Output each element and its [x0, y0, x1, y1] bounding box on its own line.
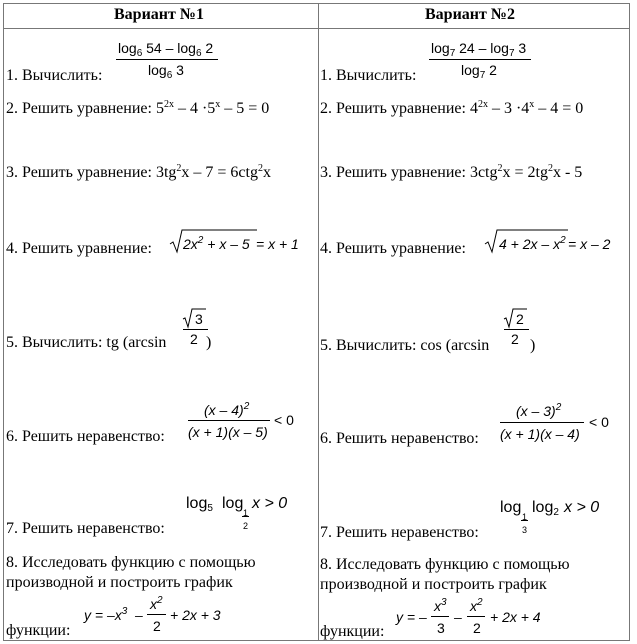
v2-p5-denominator: 2	[511, 331, 519, 347]
v2-p7-base-bar	[521, 520, 528, 521]
v1-p7-base-num: 1	[243, 508, 249, 518]
v1-p8-frac-den: 2	[153, 618, 161, 634]
v2-p7-tail: x > 0	[564, 499, 600, 516]
v1-p8-frac-num: $x^2$	[150, 595, 163, 612]
v1-p5-label: 5. Вычислить: tg (arcsin	[6, 334, 167, 351]
header-divider	[3, 28, 630, 29]
v1-p1-fraction-bar	[116, 59, 218, 60]
v1-p7-log5: $\log_5$	[186, 495, 213, 514]
v2-p7-log-third: log	[500, 499, 522, 516]
v1-p6-denominator: (x + 1)(x – 5)	[188, 424, 268, 440]
v2-p6-denominator: (x + 1)(x – 4)	[500, 426, 580, 442]
v2-p4-radicand: $4 + 2x - x^2$	[499, 235, 566, 252]
v2-p1-fraction-bar	[429, 59, 531, 60]
v1-p1-denominator: $\log_6 3$	[148, 62, 184, 81]
v1-p1-numerator: $\log_6 54 - \log_6 2$	[118, 40, 214, 59]
v1-p8-fraction-bar	[147, 614, 166, 615]
v2-p7-log2: $\log_2$	[532, 499, 559, 518]
column-divider	[318, 3, 319, 641]
v2-p2: 2. Решить уравнение: $4^{2x} - 3 \cdot 4^x - 4 = 0$	[320, 99, 584, 117]
v2-p8-frac2-num: $x^2$	[470, 597, 483, 614]
v2-p7-base-den: 3	[522, 525, 528, 535]
v1-p8-eq-tail: + 2x + 3	[170, 607, 221, 623]
v2-p3: 3. Решить уравнение: $3ctg^2x = 2tg^2x - 5$	[320, 163, 583, 181]
v1-p4-rhs: = x + 1	[256, 236, 299, 252]
v2-p8-line3: функции:	[320, 623, 385, 640]
v2-p5-fraction-bar	[504, 329, 529, 330]
v2-p8-minus: –	[454, 609, 462, 625]
v2-p8-frac2-bar	[467, 616, 485, 617]
v1-p7-base-den: 2	[243, 521, 249, 531]
v2-p1-label: 1. Вычислить:	[320, 67, 417, 84]
v2-p8-frac1-num: $x^3$	[434, 597, 447, 614]
v2-p6-numerator: (x – 3)$^2$	[516, 402, 562, 419]
v1-p8-line3: функции:	[6, 622, 71, 639]
v1-p5-denominator: 2	[190, 331, 198, 347]
v1-p4-radicand: $2x^2 + x - 5$	[183, 235, 250, 252]
v1-p5-fraction-bar	[183, 329, 208, 330]
v1-p1-label: 1. Вычислить:	[6, 67, 103, 84]
v2-p6-label: 6. Решить неравенство:	[320, 430, 479, 447]
v1-p8-line2: производной и построить график	[6, 574, 233, 591]
v1-p7-tail: x > 0	[252, 495, 288, 512]
v1-p5-close: )	[206, 334, 212, 351]
v2-p6-rhs: < 0	[589, 414, 609, 430]
v1-p8-line1: 8. Исследовать функцию с помощью	[6, 554, 256, 571]
v1-p8-eq-lhs: $y = -x^3$	[84, 606, 128, 623]
v2-p8-frac2-den: 2	[473, 620, 481, 636]
v1-p3: 3. Решить уравнение: $3tg^2x - 7 = 6ctg^2x$	[6, 163, 271, 181]
v2-p1-numerator: $\log_7 24 - \log_7 3$	[431, 40, 527, 59]
variant1-heading: Вариант №1	[114, 6, 204, 23]
v2-p8-eq-lhs: y = –	[396, 609, 427, 625]
v1-p6-fraction-bar	[188, 420, 270, 421]
v2-p1-denominator: $\log_7 2$	[461, 62, 497, 81]
v1-p7-log-half: log	[222, 495, 244, 512]
v1-p6-label: 6. Решить неравенство:	[6, 428, 165, 445]
v1-p4-label: 4. Решить уравнение:	[6, 240, 152, 257]
v2-p5-close: )	[530, 337, 536, 354]
v1-p8-minus: –	[135, 607, 143, 623]
v2-p8-line2: производной и построить график	[320, 576, 547, 593]
v1-p5-numerator-root: 3	[195, 311, 203, 327]
v2-p7-base-num: 1	[522, 512, 528, 522]
v2-p8-line1: 8. Исследовать функцию с помощью	[320, 556, 570, 573]
table-frame	[3, 3, 630, 641]
v2-p5-label: 5. Вычислить: cos (arcsin	[320, 337, 490, 354]
v1-p2: 2. Решить уравнение: $5^{2x} - 4 \cdot 5^x - 5 = 0$	[6, 99, 270, 117]
v2-p4-rhs: = x – 2	[568, 236, 611, 252]
v2-p8-frac1-bar	[431, 616, 449, 617]
v1-p7-label: 7. Решить неравенство:	[6, 520, 165, 537]
v2-p8-eq-tail: + 2x + 4	[490, 609, 541, 625]
v2-p6-fraction-bar	[500, 422, 584, 423]
variant2-heading: Вариант №2	[425, 6, 515, 23]
v2-p4-label: 4. Решить уравнение:	[320, 240, 466, 257]
v2-p8-frac1-den: 3	[437, 620, 445, 636]
v1-p6-rhs: < 0	[274, 412, 294, 428]
v2-p7-label: 7. Решить неравенство:	[320, 524, 479, 541]
v1-p7-base-bar	[242, 516, 249, 517]
v2-p5-numerator-root: 2	[516, 311, 524, 327]
v1-p6-numerator: (x – 4)$^2$	[204, 401, 250, 418]
